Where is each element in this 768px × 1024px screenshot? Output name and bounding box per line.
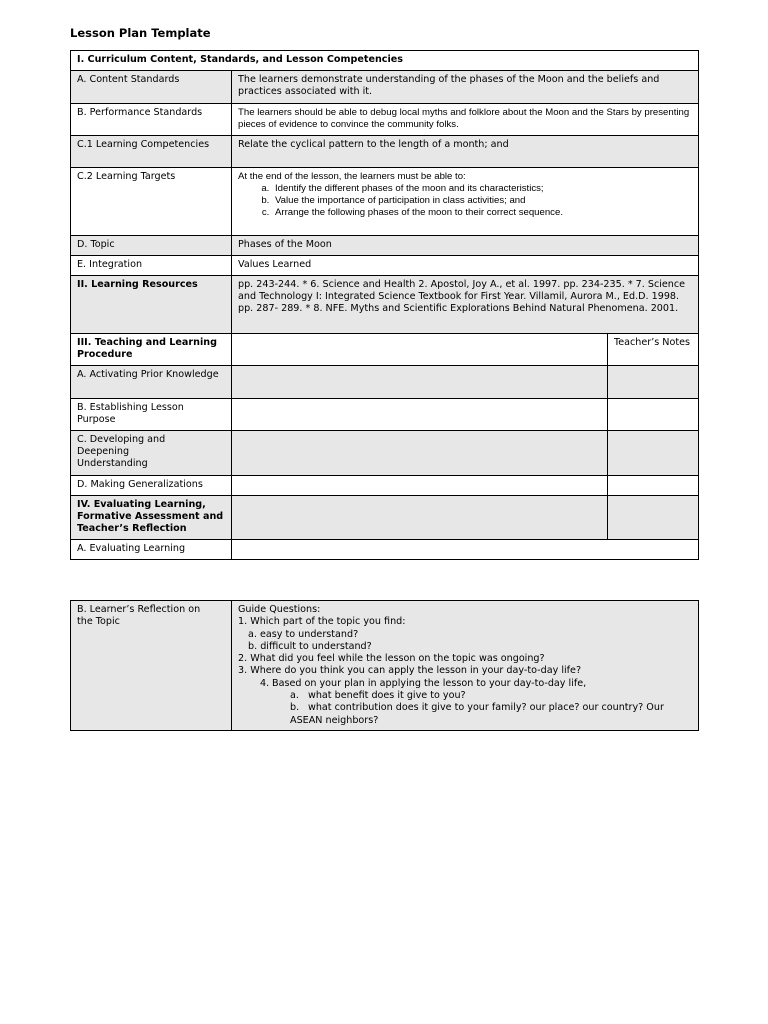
- guide-questions: [232, 601, 699, 731]
- learning-targets-intro: At the end of the lesson, the learners must be able to:: [238, 170, 466, 182]
- performance-standards-label: B. Performance Standards: [71, 104, 232, 136]
- question-4: [238, 678, 692, 690]
- question-4b: [238, 702, 692, 727]
- topic-value: Phases of the Moon: [232, 235, 699, 255]
- evaluating-learning-cell: [232, 539, 699, 559]
- question-1: 1. Which part of the topic you find:: [238, 616, 406, 628]
- reflection-table: [70, 600, 699, 731]
- evaluating-learning-label: A. Evaluating Learning: [71, 539, 232, 559]
- establishing-lesson-purpose-cell: [232, 398, 608, 430]
- question-4b-marker: b.: [290, 702, 300, 714]
- making-generalizations-notes: [608, 475, 699, 495]
- learning-targets-list: [238, 183, 692, 220]
- list-item: b. Value the importance of participation in class activities; and: [272, 195, 692, 207]
- topic-label: D. Topic: [71, 235, 232, 255]
- learning-targets-label: C.2 Learning Targets: [71, 167, 232, 235]
- section-1-heading: I. Curriculum Content, Standards, and Lesson Competencies: [71, 51, 699, 71]
- content-standards-value: The learners demonstrate understanding of the phases of the Moon and the beliefs and practices associated with it.: [232, 71, 699, 104]
- question-4a-marker: a.: [290, 690, 299, 702]
- learning-competencies-label: C.1 Learning Competencies: [71, 135, 232, 167]
- question-3: 3. Where do you think you can apply the lesson in your day-to-day life?: [238, 665, 582, 677]
- teaching-procedure-cell: [232, 333, 608, 365]
- integration-value: Values Learned: [232, 255, 699, 275]
- content-standards-label: A. Content Standards: [71, 71, 232, 104]
- learners-reflection-text: B. Learner’s Reflection on the Topic: [77, 604, 201, 628]
- question-4-number: 4.: [260, 677, 270, 689]
- evaluating-learning-heading-cell: [232, 495, 608, 539]
- developing-understanding-text: C. Developing and Deepening Understanding: [77, 433, 166, 470]
- learning-targets-value: [232, 167, 699, 235]
- making-generalizations-cell: [232, 475, 608, 495]
- question-4a-text: what benefit does it give to you?: [308, 690, 466, 702]
- performance-standards-value: The learners should be able to debug local myths and folklore about the Moon and the Stars by presenting pieces of evidence to convince the community folks.: [232, 104, 699, 136]
- list-item: c. Arrange the following phases of the moon to their correct sequence.: [272, 207, 692, 219]
- teachers-notes-header: Teacher’s Notes: [608, 333, 699, 365]
- learning-resources-label: II. Learning Resources: [71, 275, 232, 333]
- teaching-procedure-heading: III. Teaching and Learning Procedure: [71, 333, 232, 365]
- activating-prior-knowledge-cell: [232, 365, 608, 398]
- question-4a: [238, 690, 692, 702]
- question-4b-text: what contribution does it give to your family? our place? our country? Our ASEAN neighbors?: [290, 702, 664, 726]
- activating-prior-knowledge-label: A. Activating Prior Knowledge: [71, 365, 232, 398]
- lesson-plan-table: [70, 50, 699, 560]
- question-2: 2. What did you feel while the lesson on the topic was ongoing?: [238, 653, 545, 665]
- developing-understanding-notes: [608, 430, 699, 475]
- integration-label: E. Integration: [71, 255, 232, 275]
- learning-competencies-value: Relate the cyclical pattern to the length of a month; and: [232, 135, 699, 167]
- learners-reflection-label: [71, 601, 232, 731]
- developing-understanding-label: [71, 430, 232, 475]
- evaluating-learning-heading: IV. Evaluating Learning, Formative Assessment and Teacher’s Reflection: [71, 495, 232, 539]
- establishing-lesson-purpose-label: B. Establishing Lesson Purpose: [71, 398, 232, 430]
- question-1a: a. easy to understand?: [248, 628, 359, 640]
- establishing-lesson-purpose-notes: [608, 398, 699, 430]
- guide-questions-title: Guide Questions:: [238, 604, 321, 615]
- activating-prior-knowledge-notes: [608, 365, 699, 398]
- evaluating-learning-heading-notes: [608, 495, 699, 539]
- list-item: a. Identify the different phases of the moon and its characteristics;: [272, 183, 692, 195]
- making-generalizations-label: D. Making Generalizations: [71, 475, 232, 495]
- question-1b: b. difficult to understand?: [248, 640, 372, 652]
- page-title: Lesson Plan Template: [70, 26, 211, 40]
- learning-resources-value: pp. 243-244. * 6. Science and Health 2. Apostol, Joy A., et al. 1997. pp. 234-235. * 7. Science and Technology I: Integrated Science Textbook for First Year. Villamil, Aurora M., Ed.D. 1998. pp. 287- 289. * 8. NFE. Myths and Scientific Explorations Behind Natural Phenomena. 2001.: [232, 275, 699, 333]
- developing-understanding-cell: [232, 430, 608, 475]
- question-4-text: Based on your plan in applying the lesson to your day-to-day life,: [272, 677, 587, 689]
